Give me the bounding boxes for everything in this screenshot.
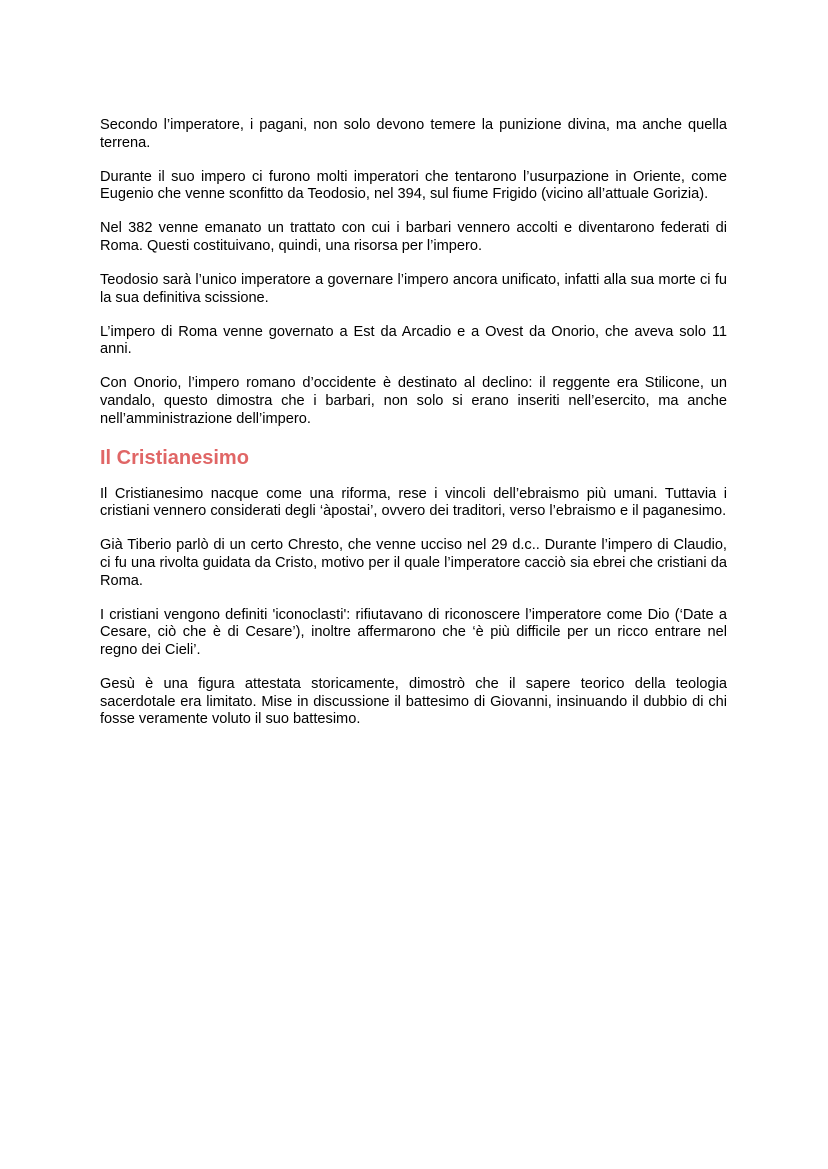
- paragraph: Con Onorio, l’impero romano d’occidente è destinato al declino: il reggente era Stilicone, un vandalo, questo dimostra che i barbari, non solo si erano inseriti nell’esercito, ma anche nell’amministrazione dell’impero.: [100, 375, 727, 427]
- paragraph: Teodosio sarà l’unico imperatore a governare l’impero ancora unificato, infatti alla sua morte ci fu la sua definitiva scissione.: [100, 272, 727, 306]
- paragraph: Gesù è una figura attestata storicamente, dimostrò che il sapere teorico della teologia sacerdotale era limitato. Mise in discussione il battesimo di Giovanni, insinuando il dubbio di chi fosse veramente voluto il suo battesimo.: [100, 675, 727, 728]
- paragraph: I cristiani vengono definiti 'iconoclasti': rifiutavano di riconoscere l’imperatore come Dio (‘Date a Cesare, ciò che è di Cesare’), inoltre affermarono che ‘è più difficile per un ricco entrare nel regno dei Cieli’.: [100, 606, 727, 658]
- paragraph: Nel 382 venne emanato un trattato con cui i barbari vennero accolti e diventarono federati di Roma. Questi costituivano, quindi, una risorsa per l’impero.: [100, 220, 727, 254]
- section-teodosio: [100, 117, 727, 428]
- paragraph: Il Cristianesimo nacque come una riforma, rese i vincoli dell’ebraismo più umani. Tuttavia i cristiani vennero considerati degli ‘àpostai’, ovvero dei traditori, verso l’ebraismo e il paganesimo.: [100, 485, 727, 520]
- paragraph: Secondo l’imperatore, i pagani, non solo devono temere la punizione divina, ma anche quella terrena.: [100, 117, 727, 151]
- paragraph: Durante il suo impero ci furono molti imperatori che tentarono l’usurpazione in Oriente, come Eugenio che venne sconfitto da Teodosio, nel 394, sul fiume Frigido (vicino all’attuale Gorizia).: [100, 168, 727, 203]
- document-page: [100, 117, 727, 745]
- paragraph: L’impero di Roma venne governato a Est da Arcadio e a Ovest da Onorio, che aveva solo 11 anni.: [100, 323, 727, 358]
- section-heading: Il Cristianesimo: [100, 446, 249, 469]
- paragraph: Già Tiberio parlò di un certo Chresto, che venne ucciso nel 29 d.c.. Durante l’impero di Claudio, ci fu una rivolta guidata da Cristo, motivo per il quale l’imperatore cacciò sia ebrei che cristiani da Roma.: [100, 537, 727, 589]
- section-cristianesimo: [100, 445, 727, 729]
